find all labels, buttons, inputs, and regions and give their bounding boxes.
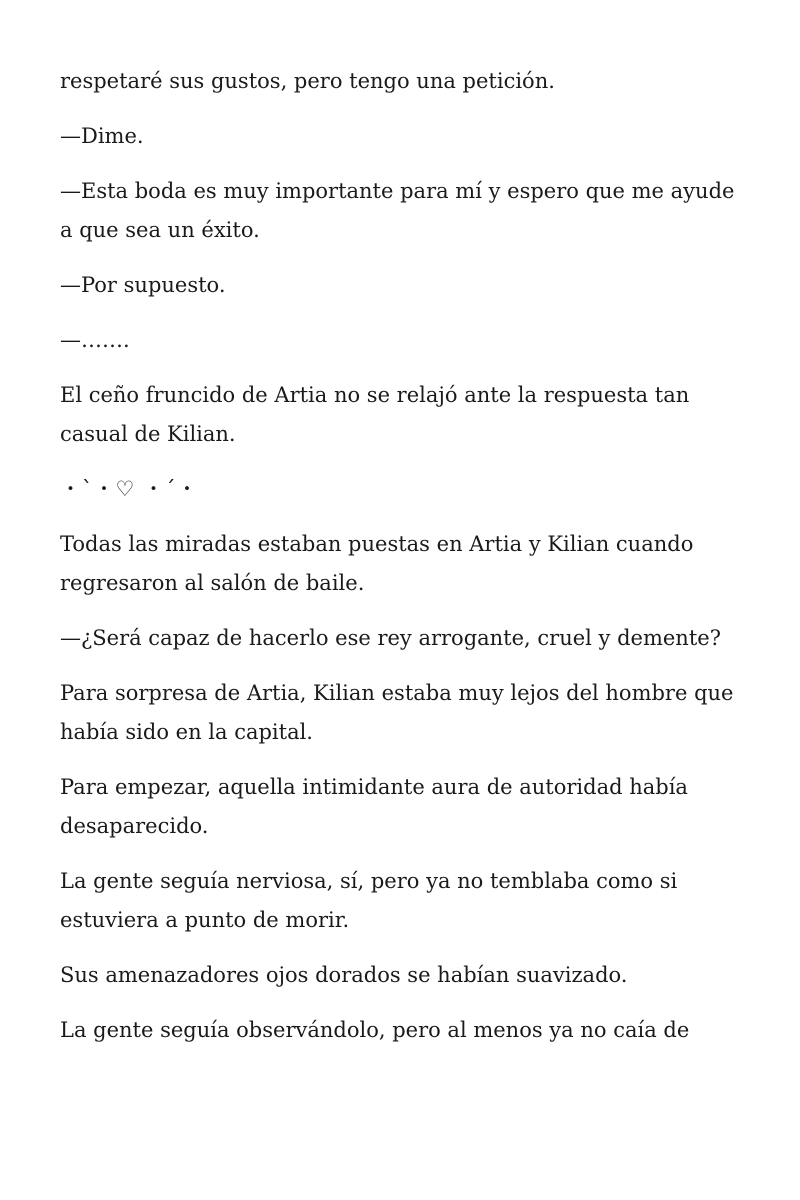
dialogue-line: —…….	[60, 328, 130, 352]
dialogue-line: —Por supuesto.	[60, 273, 226, 297]
paragraph-text: Todas las miradas estaban puestas en Artia y Kilian cuando regresaron al salón de baile.	[60, 532, 694, 595]
dialogue-line: —Dime.	[60, 124, 144, 148]
paragraph-text: El ceño fruncido de Artia no se relajó ante la respuesta tan casual de Kilian.	[60, 383, 690, 446]
dialogue-line: —Esta boda es muy importante para mí y espero que me ayude a que sea un éxito.	[60, 179, 735, 242]
reading-page	[60, 62, 740, 1066]
paragraph-text: Para empezar, aquella intimidante aura de autoridad había desaparecido.	[60, 775, 688, 838]
dialogue-line: —¿Será capaz de hacerlo ese rey arrogante, cruel y demente?	[60, 626, 721, 650]
paragraph-text: La gente seguía observándolo, pero al menos ya no caía de	[60, 1018, 690, 1042]
paragraph-text: Para sorpresa de Artia, Kilian estaba muy lejos del hombre que había sido en la capital.	[60, 681, 734, 744]
paragraph-text: respetaré sus gustos, pero tengo una petición.	[60, 69, 555, 93]
section-divider: ・`・♡ ・´・	[60, 477, 199, 501]
paragraph-text: Sus amenazadores ojos dorados se habían suavizado.	[60, 963, 628, 987]
paragraph-text: La gente seguía nerviosa, sí, pero ya no temblaba como si estuviera a punto de morir.	[60, 869, 678, 932]
